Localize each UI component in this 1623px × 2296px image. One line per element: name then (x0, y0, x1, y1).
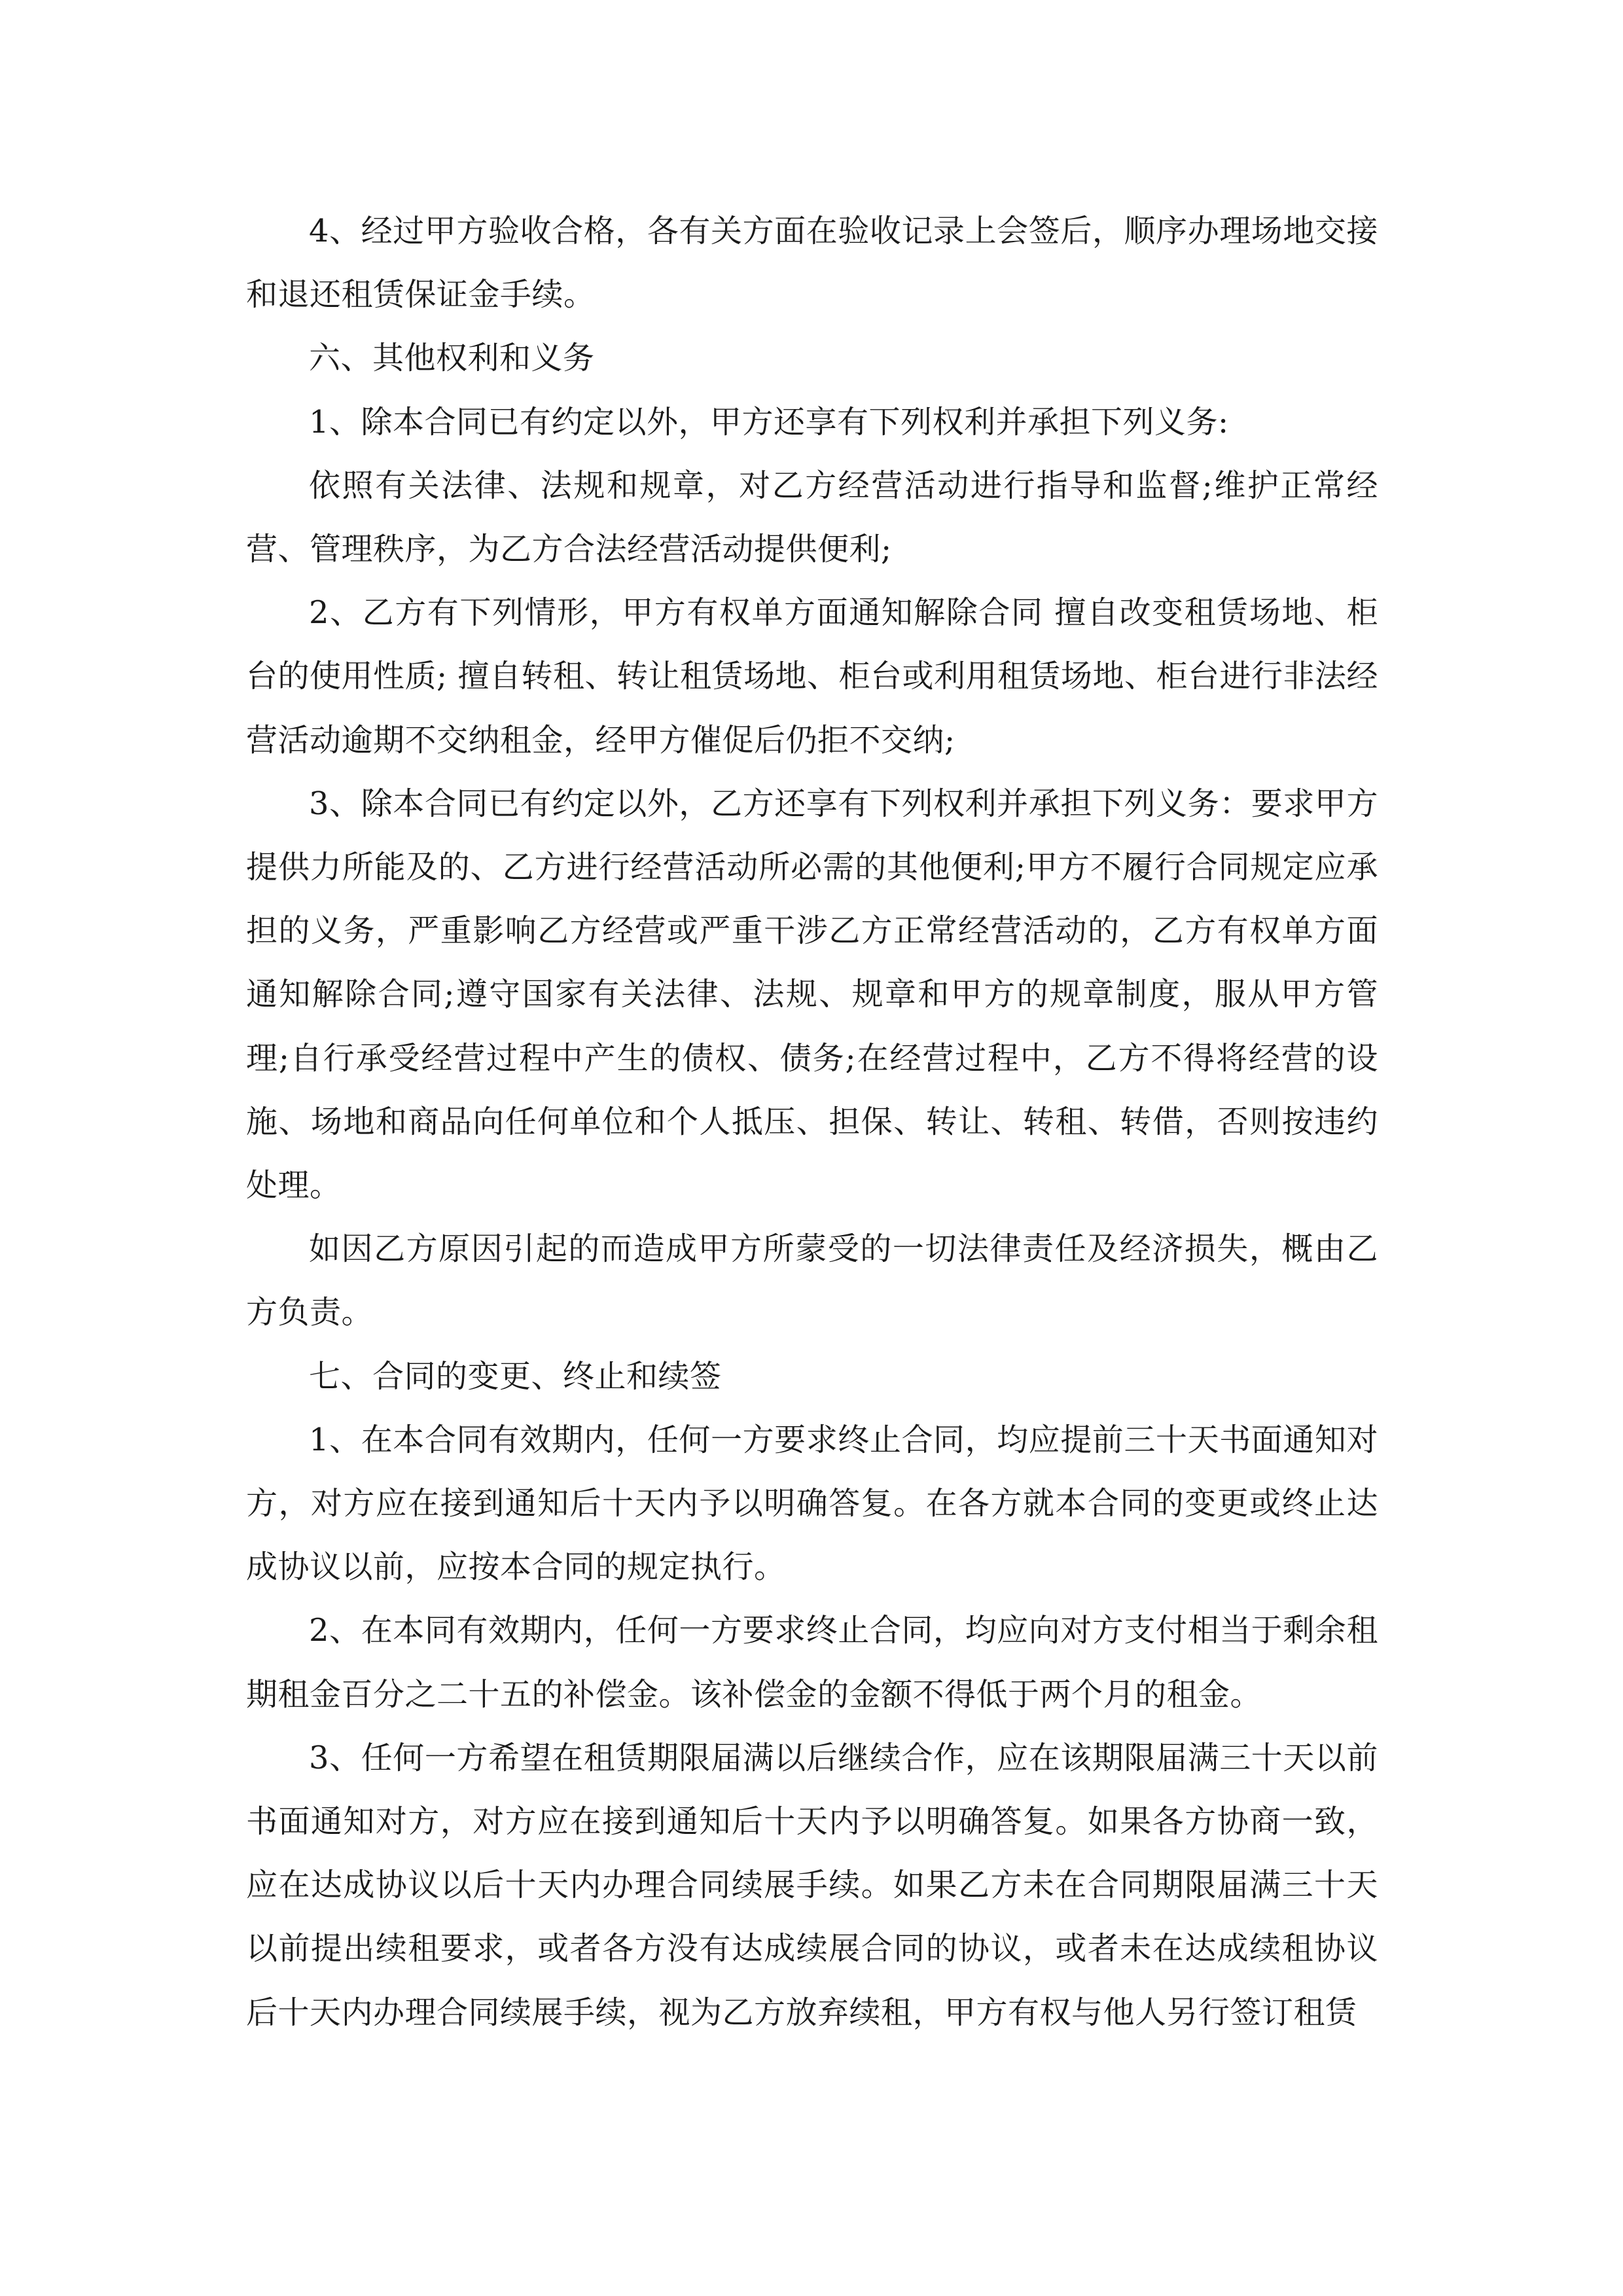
section-6-heading: 六、其他权利和义务 (309, 340, 595, 377)
contract-body (246, 200, 1378, 2045)
party-a-duties-text: 依照有关法律、法规和规章，对乙方经营活动进行指导和监督;维护正常经营、管理秩序，为乙方合法经营活动提供便利; (246, 467, 1378, 568)
clause-3-party-b-rights: 3、除本合同已有约定以外，乙方还享有下列权利并承担下列义务：要求甲方提供力所能及的、乙方进行经营活动所必需的其他便利;甲方不履行合同规定应承担的义务，严重影响乙方经营或严重干涉乙方正常经营活动的，乙方有权单方面通知解除合同;遵守国家有关法律、法规、规章和甲方的规章制度，服从甲方管理;自行承受经营过程中产生的债权、债务;在经营过程中，乙方不得将经营的设施、场地和商品向任何单位和个人抵压、担保、转让、转租、转借，否则按违约处理。 (246, 785, 1378, 1204)
clause-3-renewal: 3、任何一方希望在租赁期限届满以后继续合作，应在该期限届满三十天以前书面通知对方，对方应在接到通知后十天内予以明确答复。如果各方协商一致，应在达成协议以后十天内办理合同续展手续。如果乙方未在合同期限届满三十天以前提出续租要求，或者各方没有达成续展合同的协议，或者未在达成续租协议后十天内办理合同续展手续，视为乙方放弃续租，甲方有权与他人另行签订租赁 (246, 1739, 1378, 2031)
clause-4-acceptance-handover: 4、经过甲方验收合格，各有关方面在验收记录上会签后，顺序办理场地交接和退还租赁保证金手续。 (246, 213, 1378, 314)
clause-1-early-termination-notice: 1、在本合同有效期内，任何一方要求终止合同，均应提前三十天书面通知对方，对方应在接到通知后十天内予以明确答复。在各方就本合同的变更或终止达成协议以前，应按本合同的规定执行。 (246, 1421, 1378, 1586)
liability-paragraph: 如因乙方原因引起的而造成甲方所蒙受的一切法律责任及经济损失，概由乙方负责。 (246, 1230, 1378, 1331)
clause-2-compensation: 2、在本同有效期内，任何一方要求终止合同，均应向对方支付相当于剩余租期租金百分之二十五的补偿金。该补偿金的金额不得低于两个月的租金。 (246, 1612, 1378, 1713)
section-7-heading: 七、合同的变更、终止和续签 (309, 1357, 722, 1395)
clause-2-termination-conditions: 2、乙方有下列情形，甲方有权单方面通知解除合同 擅自改变租赁场地、柜台的使用性质; 擅自转租、转让租赁场地、柜台或利用租赁场地、柜台进行非法经营活动逾期不交纳租金，经甲方催促后仍拒不交纳; (246, 594, 1378, 759)
clause-1-party-a-rights: 1、除本合同已有约定以外，甲方还享有下列权利并承担下列义务: (309, 403, 1229, 440)
